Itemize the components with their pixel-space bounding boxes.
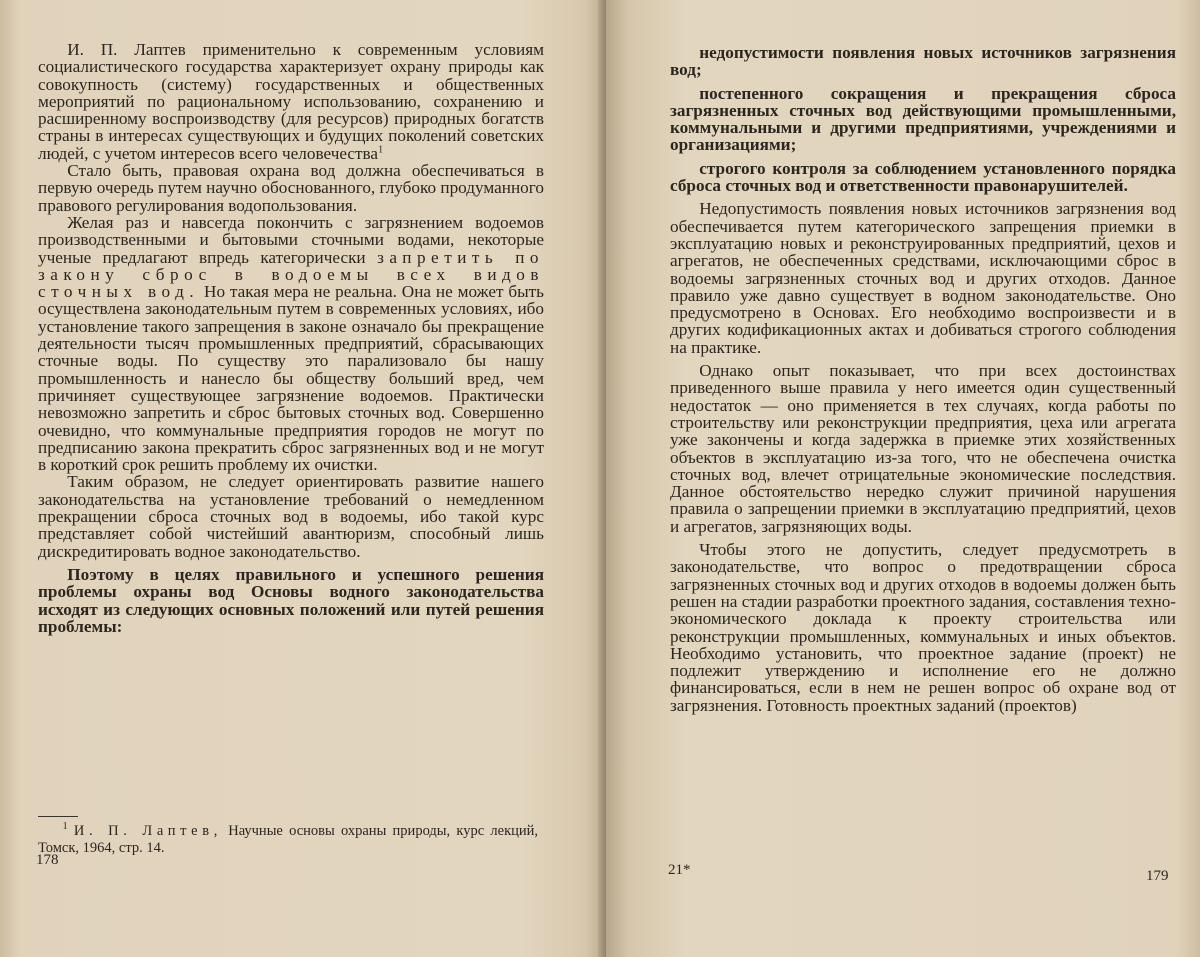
paragraph [38, 41, 544, 162]
paragraph-text: Желая раз и навсегда покончить с загрязнением водоемов производственными и бытовыми сточными водами, некоторые ученые предлагают впредь категорически [38, 212, 544, 267]
paragraph: Стало быть, правовая охрана вод должна обеспечиваться в первую очередь путем научно обоснованного, глубоко продуманного правового регулирования водопользования. [38, 161, 544, 215]
paragraph: Недопустимость появления новых источников загрязнения вод обеспечивается путем категорического запрещения приемки в эксплуатацию новых и реконструированных предприятий, цехов и агрегатов, не обеспеченных средствами, исключающими сброс в водоемы загрязненных сточных вод и других отходов. Данное правило уже давно существует в водном законодательстве. Оно предусмотрено в Основах. Его необходимо воспроизвести и в других кодификационных актах и добиваться строгого соблюдения на практике. [670, 199, 1176, 357]
bold-list-item: постепенного сокращения и прекращения сброса загрязненных сточных вод действующими промышленными, коммунальными и другими предприятиями, учреждениями и организациями; [670, 83, 1176, 155]
bold-list-item: строгого контроля за соблюдением установленного порядка сброса сточных вод и ответственности правонарушителей. [670, 158, 1176, 196]
footnote [38, 823, 538, 857]
bold-paragraph: Поэтому в целях правильного и успешного решения проблемы охраны вод Основы водного законодательства исходят из следующих основных положений или путей решения проблемы: [38, 564, 544, 636]
footnote-text: Научные основы охраны природы, курс лекций, Томск, 1964, стр. 14. [38, 823, 539, 856]
paragraph: Чтобы этого не допустить, следует предусмотреть в законодательстве, что вопрос о предотвращении сброса загрязненных сточных вод и других отходов в водоемы должен быть решен на стадии разработки проектного задания, составления техно-экономического доклада к проекту строительства или реконструкции промышленных, коммунальных и иных объектов. Необходимо установить, что проектное задание (проект) не подлежит утверждению и исполнение его не должно финансироваться, если в нем не решен вопрос об охране вод от загрязнения. Готовность проектных заданий (проектов) [670, 540, 1177, 715]
paragraph: Таким образом, не следует ориентировать развитие нашего законодательства на установление требований о немедленном прекращении сброса сточных вод в водоемы, ибо такой курс представляет собой чистейший авантюризм, способный лишь дискредитировать водное законодательство. [38, 472, 544, 561]
right-page [606, 0, 1200, 957]
spaced-emphasis: запретить по закону сброс в водоемы всех видов сточных вод. [38, 247, 544, 302]
paragraph [38, 214, 544, 473]
footnote-number: 1 [62, 821, 68, 833]
paragraph-text: И. П. Лаптев применительно к современным условиям социалистического государства характеризует охрану природы как совокупность (систему) государственных и общественных мероприятий по рациональному использованию, сохранению и расширенному воспроизводству (для ресурсов) природных богатств страны в интересах существующих и будущих поколений советских людей, с учетом интересов всего человечества [38, 40, 544, 163]
footnote-rule [38, 816, 78, 817]
left-page-text [38, 41, 544, 635]
footnote-marker: 1 [378, 144, 384, 156]
signature-mark: 21* [668, 862, 691, 878]
page-number-right: 179 [1146, 868, 1169, 884]
bold-list-item: недопустимости появления новых источников загрязнения вод; [670, 43, 1176, 80]
right-page-text [670, 44, 1176, 714]
page-number-left: 178 [36, 852, 59, 868]
paragraph-text: Практически невозможно запретить и сброс бытовых сточных вод. Совершенно очевидно, что коммунальные предприятия городов не могут по предписанию закона прекратить сброс загрязненных вод и не могут в короткий срок решить проблему их очистки. [38, 385, 544, 475]
paragraph-text: Но такая мера не реальна. Она не может быть осуществлена законодательным путем в современных условиях, ибо установление такого запрещения в законе означало бы прекращение деятельности тысяч промышленных предприятий, сбрасывающих сточные воды. По существу это парализовало бы нашу промышленность и нанесло бы обществу больший вред, чем причиняет существующее загрязнение водоемов. [38, 282, 545, 405]
footnote-author: И. П. Лаптев, [73, 823, 222, 839]
paragraph: Однако опыт показывает, что при всех достоинствах приведенного выше правила у него имеется один существенный недостаток — оно применяется в тех случаях, когда работы по строительству или реконструкции предприятия, цеха или агрегата уже закончены и когда задержка в приемке этих хозяйственных объектов в эксплуатацию из-за того, что не обеспечена очистка сточных вод, влечет отрицательные экономические последствия. Данное обстоятельство нередко служит причиной нарушения правила о запрещении приемки в эксплуатацию предприятий, цехов и агрегатов, загрязняющих воды. [670, 361, 1176, 536]
